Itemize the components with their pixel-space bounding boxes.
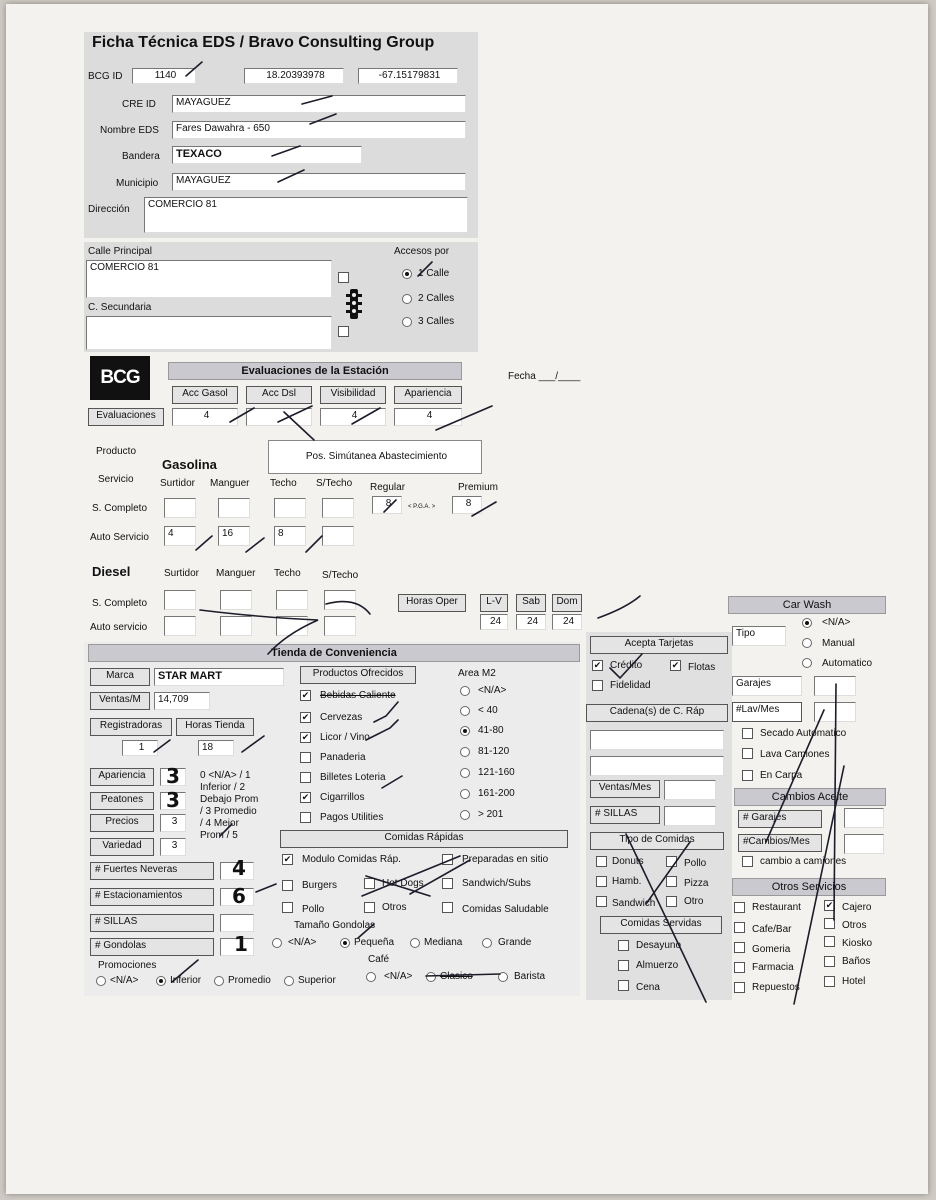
aceite-garajes-label: # Garajes bbox=[738, 810, 822, 828]
cajero-label: Cajero bbox=[842, 902, 872, 913]
promo-option-inferior: Inferior bbox=[170, 975, 202, 986]
fidelidad-label: Fidelidad bbox=[610, 680, 651, 691]
longitude-field[interactable]: -67.15179831 bbox=[358, 68, 458, 84]
cajero-checkbox[interactable]: ✔ bbox=[825, 900, 834, 910]
horas-oper-button[interactable]: Horas Oper bbox=[398, 594, 466, 612]
pollo-label: Pollo bbox=[302, 904, 325, 915]
area-option-41-80: 41-80 bbox=[478, 725, 504, 736]
gondolas-handwritten: 1 bbox=[234, 932, 248, 956]
fuertes-neveras-label: # Fuertes Neveras bbox=[90, 862, 214, 880]
flotas-label: Flotas bbox=[688, 662, 716, 673]
almuerzo-label: Almuerzo bbox=[636, 960, 679, 971]
regular-field[interactable]: 8 bbox=[372, 496, 402, 514]
gas-as-techo[interactable]: 8 bbox=[274, 526, 306, 546]
cre-id-field[interactable]: MAYAGUEZ bbox=[172, 95, 466, 113]
scale-line-2: Inferior / 2 bbox=[200, 782, 246, 793]
diesel-heading: Diesel bbox=[92, 564, 131, 579]
precios-label: Precios bbox=[90, 814, 154, 832]
gas-as-surtidor[interactable]: 4 bbox=[164, 526, 196, 546]
tipo-sandwich-label: Sandwich bbox=[612, 898, 656, 909]
precios-field[interactable]: 3 bbox=[160, 814, 186, 832]
modulo-checkbox[interactable]: ✔ bbox=[283, 854, 292, 864]
camiones-label: cambio a camiones bbox=[760, 856, 847, 867]
flotas-checkbox[interactable]: ✔ bbox=[671, 660, 680, 670]
car-wash-tipo-field[interactable]: Tipo bbox=[732, 626, 786, 646]
nombre-eds-field[interactable]: Fares Dawahra - 650 bbox=[172, 121, 466, 139]
promo-option-promedio: Promedio bbox=[228, 975, 271, 986]
tab-apariencia[interactable]: Apariencia bbox=[394, 386, 462, 404]
scale-line-4: / 3 Promedio bbox=[200, 806, 257, 817]
cadena-ventas-label: Ventas/Mes bbox=[590, 780, 660, 798]
pga-label: < P.G.A. > bbox=[408, 504, 436, 510]
bebidas-checkbox[interactable]: ✔ bbox=[301, 690, 310, 700]
eval-visibilidad-value[interactable]: 4 bbox=[320, 408, 386, 426]
registradoras-field[interactable]: 1 bbox=[122, 740, 158, 756]
hamb-label: Hamb. bbox=[612, 876, 642, 887]
donuts-label: Donuts bbox=[612, 856, 644, 867]
auto-servicio-label: Auto Servicio bbox=[90, 532, 149, 543]
gondolas-label: # Gondolas bbox=[90, 938, 214, 956]
marca-label: Marca bbox=[90, 668, 150, 686]
scale-line-1: 0 <N/A> / 1 bbox=[200, 770, 251, 781]
en-carpa-label: En Carpa bbox=[760, 770, 803, 781]
direccion-label: Dirección bbox=[88, 204, 130, 215]
promo-option-superior: Superior bbox=[298, 975, 336, 986]
otros-label: Otros bbox=[382, 902, 407, 913]
bebidas-label: Bebidas Caliente bbox=[320, 690, 396, 701]
pizza-label: Pizza bbox=[684, 878, 709, 889]
otros-serv-label: Otros bbox=[842, 920, 867, 931]
cervezas-label: Cervezas bbox=[320, 712, 363, 723]
pen-annotations bbox=[6, 4, 928, 1194]
diesel-col-manguer: Manguer bbox=[216, 568, 256, 579]
gasolina-heading: Gasolina bbox=[162, 457, 217, 472]
tamano-option-na: <N/A> bbox=[288, 937, 317, 948]
tab-visibilidad[interactable]: Visibilidad bbox=[320, 386, 386, 404]
tamano-option-mediana: Mediana bbox=[424, 937, 463, 948]
area-option-gt201: > 201 bbox=[478, 809, 504, 820]
bandera-field[interactable]: TEXACO bbox=[172, 146, 362, 164]
tab-acc-dsl[interactable]: Acc Dsl bbox=[246, 386, 312, 404]
banos-label: Baños bbox=[842, 956, 871, 967]
premium-field[interactable]: 8 bbox=[452, 496, 482, 514]
s-completo-label: S. Completo bbox=[92, 503, 148, 514]
servicio-label: Servicio bbox=[98, 474, 134, 485]
cambios-aceite-title: Cambios Aceite bbox=[734, 788, 886, 806]
paper-sheet bbox=[6, 4, 928, 1194]
tienda-sillas-label: # SILLAS bbox=[90, 914, 214, 932]
secado-label: Secado Automatico bbox=[760, 728, 847, 739]
tab-acc-gasol[interactable]: Acc Gasol bbox=[172, 386, 238, 404]
premium-label: Premium bbox=[458, 482, 499, 493]
scale-line-3: Debajo Prom bbox=[200, 794, 259, 805]
diesel-col-surtidor: Surtidor bbox=[164, 568, 200, 579]
diesel-auto-label: Auto servicio bbox=[90, 622, 148, 633]
carwash-garajes-label: Garajes bbox=[732, 676, 802, 696]
accesos-option-3: 3 Calles bbox=[418, 316, 455, 327]
tipo-otro-label: Otro bbox=[684, 896, 704, 907]
hotel-label: Hotel bbox=[842, 976, 866, 987]
producto-label: Producto bbox=[96, 446, 137, 457]
area-label: Area M2 bbox=[458, 668, 496, 679]
cervezas-checkbox[interactable]: ✔ bbox=[301, 712, 310, 722]
otros-servicios-title: Otros Servicios bbox=[732, 878, 886, 896]
estacionamientos-handwritten: 6 bbox=[232, 884, 246, 908]
modulo-label: Modulo Comidas Ráp. bbox=[302, 854, 401, 865]
carwash-option-na: <N/A> bbox=[822, 617, 851, 628]
credito-checkbox[interactable]: ✔ bbox=[593, 660, 602, 670]
peatones-label: Peatones bbox=[90, 792, 154, 810]
cafe-option-na: <N/A> bbox=[384, 971, 413, 982]
area-option-121-160: 121-160 bbox=[478, 767, 515, 778]
form-title: Ficha Técnica EDS / Bravo Consulting Group bbox=[92, 34, 435, 51]
cafe-label: Café bbox=[368, 954, 390, 965]
nombre-eds-label: Nombre EDS bbox=[100, 125, 159, 136]
diesel-col-s-techo: S/Techo bbox=[322, 570, 359, 581]
cigarrillos-label: Cigarrillos bbox=[320, 792, 365, 803]
horas-lv-field[interactable]: 24 bbox=[480, 614, 508, 630]
horas-dom-field[interactable]: 24 bbox=[552, 614, 582, 630]
peatones-handwritten: 3 bbox=[166, 788, 180, 812]
licor-checkbox[interactable]: ✔ bbox=[301, 732, 310, 742]
area-option-161-200: 161-200 bbox=[478, 788, 515, 799]
registradoras-label: Registradoras bbox=[90, 718, 172, 736]
ventas-label: Ventas/M bbox=[90, 692, 150, 710]
scale-line-6: Prom / 5 bbox=[200, 830, 238, 841]
acepta-tarjetas-title: Acepta Tarjetas bbox=[590, 636, 728, 654]
gas-col-manguer: Manguer bbox=[210, 478, 250, 489]
carwash-lav-label: #Lav/Mes bbox=[732, 702, 802, 722]
horas-col-lv: L-V bbox=[480, 594, 508, 612]
municipio-field[interactable]: MAYAGUEZ bbox=[172, 173, 466, 191]
gas-col-techo: Techo bbox=[270, 478, 297, 489]
marca-field[interactable]: STAR MART bbox=[154, 668, 284, 686]
horas-sab-field[interactable]: 24 bbox=[516, 614, 546, 630]
preparadas-label: Preparadas en sitio bbox=[462, 854, 549, 865]
gomeria-label: Gomeria bbox=[752, 944, 791, 955]
credito-label: Crédito bbox=[610, 660, 643, 671]
aceite-cambios-label: #Cambios/Mes bbox=[738, 834, 822, 852]
cafe-bar-label: Cafe/Bar bbox=[752, 924, 792, 935]
farmacia-label: Farmacia bbox=[752, 962, 794, 973]
licor-label: Licor / Vino bbox=[320, 732, 370, 743]
area-option-na: <N/A> bbox=[478, 685, 507, 696]
scale-line-5: / 4 Mejor bbox=[200, 818, 239, 829]
comidas-rapidas-title: Comidas Rápidas bbox=[280, 830, 568, 848]
tipo-comidas-title: Tipo de Comidas bbox=[590, 832, 724, 850]
area-option-lt40: < 40 bbox=[478, 705, 498, 716]
burgers-label: Burgers bbox=[302, 880, 338, 891]
eval-apariencia-value[interactable]: 4 bbox=[394, 408, 462, 426]
pos-simultanea-box: Pos. Simútanea Abastecimiento bbox=[268, 440, 482, 474]
bandera-label: Bandera bbox=[122, 151, 160, 162]
saludable-label: Comidas Saludable bbox=[462, 904, 549, 915]
promo-option-na: <N/A> bbox=[110, 975, 139, 986]
evaluaciones-button[interactable]: Evaluaciones bbox=[88, 408, 164, 426]
evaluaciones-title: Evaluaciones de la Estación bbox=[168, 362, 462, 380]
hot-dogs-label: Hot Dogs bbox=[382, 878, 424, 889]
variedad-field[interactable]: 3 bbox=[160, 838, 186, 856]
promociones-label: Promociones bbox=[98, 960, 157, 971]
panaderia-label: Panaderia bbox=[320, 752, 366, 763]
direccion-field[interactable]: COMERCIO 81 bbox=[144, 197, 468, 233]
tienda-title: Tienda de Conveniencia bbox=[88, 644, 580, 662]
desayuno-label: Desayuno bbox=[636, 940, 682, 951]
fecha-label: Fecha ___/____ bbox=[508, 371, 581, 382]
cadenas-title: Cadena(s) de C. Ráp bbox=[586, 704, 728, 722]
estacionamientos-label: # Estacionamientos bbox=[90, 888, 214, 906]
gas-col-surtidor: Surtidor bbox=[160, 478, 196, 489]
tipo-pollo-label: Pollo bbox=[684, 858, 707, 869]
area-option-81-120: 81-120 bbox=[478, 746, 510, 757]
tamano-gondolas-label: Tamaño Gondolas bbox=[294, 920, 376, 931]
horas-col-dom: Dom bbox=[552, 594, 582, 612]
repuestos-label: Repuestos bbox=[752, 982, 800, 993]
accesos-label: Accesos por bbox=[394, 246, 450, 257]
loteria-label: Billetes Loteria bbox=[320, 772, 386, 783]
apariencia-handwritten: 3 bbox=[166, 764, 180, 788]
cigarrillos-checkbox[interactable]: ✔ bbox=[301, 792, 310, 802]
productos-title: Productos Ofrecidos bbox=[300, 666, 416, 684]
kiosko-label: Kiosko bbox=[842, 938, 873, 949]
horas-tienda-label: Horas Tienda bbox=[176, 718, 254, 736]
bcg-id-field[interactable]: 1140 bbox=[132, 68, 196, 84]
utilities-label: Pagos Utilities bbox=[320, 812, 384, 823]
gas-col-s-techo: S/Techo bbox=[316, 478, 353, 489]
bcg-logo: BCG bbox=[90, 356, 150, 400]
comidas-servidas-title: Comidas Servidas bbox=[600, 916, 722, 934]
carwash-option-auto: Automatico bbox=[822, 658, 873, 669]
restaurant-label: Restaurant bbox=[752, 902, 801, 913]
sandwich-label: Sandwich/Subs bbox=[462, 878, 531, 889]
cadena-sillas-label: # SILLAS bbox=[590, 806, 660, 824]
latitude-field[interactable]: 18.20393978 bbox=[244, 68, 344, 84]
regular-label: Regular bbox=[370, 482, 406, 493]
diesel-s-completo-label: S. Completo bbox=[92, 598, 148, 609]
horas-col-sab: Sab bbox=[516, 594, 546, 612]
eval-acc-gasol-value[interactable]: 4 bbox=[172, 408, 238, 426]
municipio-label: Municipio bbox=[116, 178, 159, 189]
cafe-option-barista: Barista bbox=[514, 971, 546, 982]
gas-as-manguer[interactable]: 16 bbox=[218, 526, 250, 546]
carwash-option-manual: Manual bbox=[822, 638, 855, 649]
horas-tienda-field[interactable]: 18 bbox=[198, 740, 234, 756]
variedad-label: Variedad bbox=[90, 838, 154, 856]
cre-id-label: CRE ID bbox=[122, 99, 156, 110]
diesel-col-techo: Techo bbox=[274, 568, 301, 579]
apariencia-label: Apariencia bbox=[90, 768, 154, 786]
calle-principal-label: Calle Principal bbox=[88, 246, 152, 257]
cena-label: Cena bbox=[636, 982, 660, 993]
ventas-field[interactable]: 14,709 bbox=[154, 692, 210, 710]
tamano-option-grande: Grande bbox=[498, 937, 532, 948]
bcg-id-label: BCG ID bbox=[88, 71, 123, 82]
cafe-option-clasico: Clasico bbox=[440, 971, 473, 982]
car-wash-title: Car Wash bbox=[728, 596, 886, 614]
accesos-option-2: 2 Calles bbox=[418, 293, 455, 304]
accesos-option-1: 1 Calle bbox=[418, 268, 450, 279]
calle-secundaria-label: C. Secundaria bbox=[88, 302, 152, 313]
tamano-option-pequena: Pequeña bbox=[354, 937, 395, 948]
lava-camiones-label: Lava Camiones bbox=[760, 749, 830, 760]
fuertes-neveras-handwritten: 4 bbox=[232, 856, 246, 880]
calle-principal-field[interactable]: COMERCIO 81 bbox=[86, 260, 332, 298]
